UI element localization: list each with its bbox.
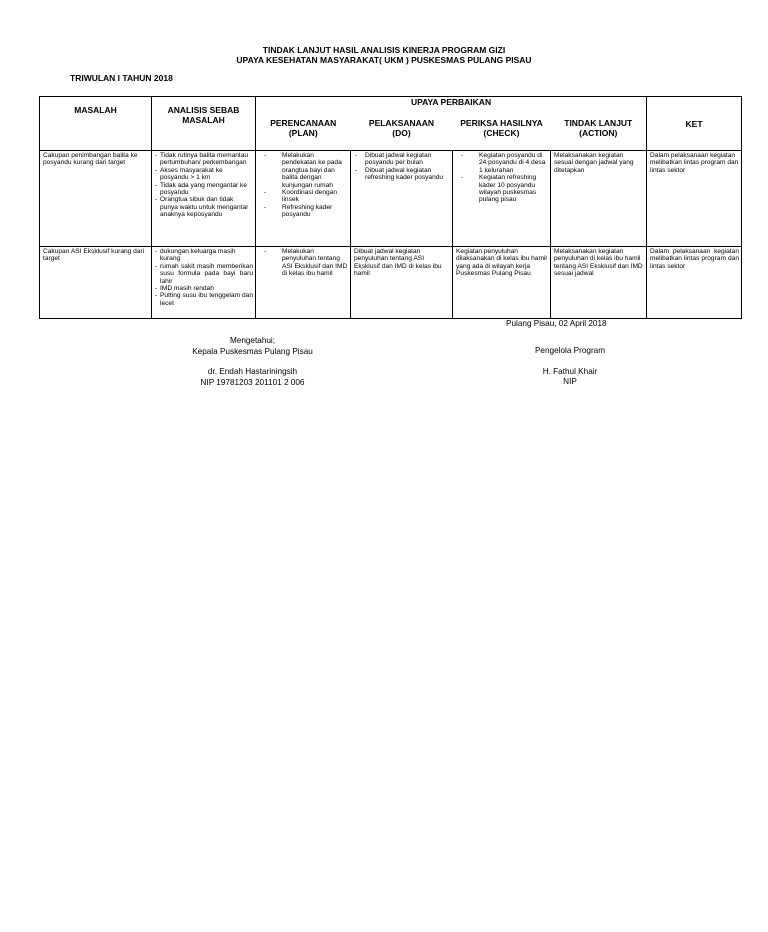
analysis-table <box>39 96 742 319</box>
header-do: PELAKSANAAN (DO) <box>351 118 453 151</box>
list-item: - IMD masih rendah <box>155 285 253 292</box>
signer-name: dr. Endah Hastariningsih <box>207 367 298 376</box>
signer-title: Kepala Puskesmas Pulang Pisau <box>192 346 313 356</box>
list-item: - Kegiatan posyandu di 24 posyandu di 4 desa 1 kelurahan <box>456 152 548 174</box>
cell-plan <box>256 247 351 319</box>
list-item: - Tidak ada yang mengantar ke posyandu <box>155 182 253 197</box>
table-row <box>40 247 742 319</box>
list-item: - Koordinasi dengan linsek <box>259 189 348 204</box>
list-item: - dukungan keluarga masih kurang <box>155 248 253 263</box>
cell-ket: Dalam pelaksanaan kegiatan melibatkan lintas program dan lintas sektor <box>647 247 742 319</box>
cell-check <box>453 151 551 247</box>
header-action: TINDAK LANJUT (ACTION) <box>551 118 647 151</box>
cell-action: Melaksanakan kegiatan penyuluhan di kelas ibu hamil tentang ASI Eksklusif dan IMD sesuai jadwal <box>551 247 647 319</box>
header-masalah: MASALAH <box>40 97 152 151</box>
header-analisis: ANALISIS SEBAB MASALAH <box>152 97 256 151</box>
signer-name: H. Fathul Khair <box>542 366 598 376</box>
list-item: - Putting susu ibu tenggelam dan lecet <box>155 292 253 307</box>
list-item: - Akses masyarakat ke posyandu > 1 km <box>155 167 253 182</box>
cell-masalah: Cakupan penimbangan balita ke posyandu kurang dari target <box>40 151 152 247</box>
signature-left <box>150 336 355 388</box>
header-plan: PERENCANAAN (PLAN) <box>256 118 351 151</box>
list-item: - Tidak rutinya balita memantau pertumbuhan/ perkembangan <box>155 152 253 167</box>
acknowledgement-label: Mengetahui; <box>229 336 276 345</box>
list-item: - Orangtua sibuk dan tidak punya waktu untuk mengantar anaknya keposyandu <box>155 196 253 218</box>
cell-plan <box>256 151 351 247</box>
cell-check: Kegiatan penyuluhan dilaksanakan di kelas ibu hamil yang ada di wilayah kerja Puskesmas Pulang Pisau <box>453 247 551 319</box>
list-item: - rumah sakit masih memberikan susu formula pada bayi baru lahir <box>155 263 253 285</box>
cell-do: Dibuat jadwal kegiatan penyuluhan tentang ASI Eksklusif dan IMD di kelas ibu hamil <box>351 247 453 319</box>
cell-action: Melaksanakan kegiatan sesuai dengan jadwal yang ditetapkan <box>551 151 647 247</box>
list-item: - Kegiatan refreshing kader 10 posyandu wilayah puskesmas pulang pisau <box>456 174 548 204</box>
table-row <box>40 151 742 247</box>
header-ket: KET <box>647 97 742 151</box>
cell-analisis <box>152 247 256 319</box>
list-item: - Refreshing kader posyandu <box>259 204 348 219</box>
document-subtitle: UPAYA KESEHATAN MASYARAKAT( UKM ) PUSKESMAS PULANG PISAU <box>236 55 532 65</box>
cell-analisis <box>152 151 256 247</box>
cell-do <box>351 151 453 247</box>
list-item: - Dibuat jadwal kegiatan refreshing kader posyandu <box>354 167 450 182</box>
place-date: Pulang Pisau, 02 April 2018 <box>506 319 607 328</box>
cell-masalah: Cakupan ASI Eksklusif kurang dari target <box>40 247 152 319</box>
list-item: - Melakukan penyuluhan tentang ASI Eksklusif dan IMD di kelas ibu hamil <box>259 248 348 278</box>
list-item: - Melakukan pendekatan ke pada orangtua bayi dan balita dengan kunjungan rumah <box>259 152 348 189</box>
header-check: PERIKSA HASILNYA (CHECK) <box>453 118 551 151</box>
period-label: TRIWULAN I TAHUN 2018 <box>70 73 173 83</box>
header-upaya-perbaikan: UPAYA PERBAIKAN <box>256 97 647 118</box>
cell-ket: Dalam pelaksanaan kegiatan melibatkan lintas program dan lintas sektor <box>647 151 742 247</box>
document-title: TINDAK LANJUT HASIL ANALISIS KINERJA PROGRAM GIZI <box>262 45 506 55</box>
list-item: - Dibuat jadwal kegiatan posyandu per bulan <box>354 152 450 167</box>
signer-title: Pengelola Program <box>534 346 606 355</box>
signer-nip: NIP <box>563 377 577 386</box>
signer-nip: NIP 19781203 201101 2 006 <box>200 377 305 387</box>
signature-right <box>480 346 660 388</box>
